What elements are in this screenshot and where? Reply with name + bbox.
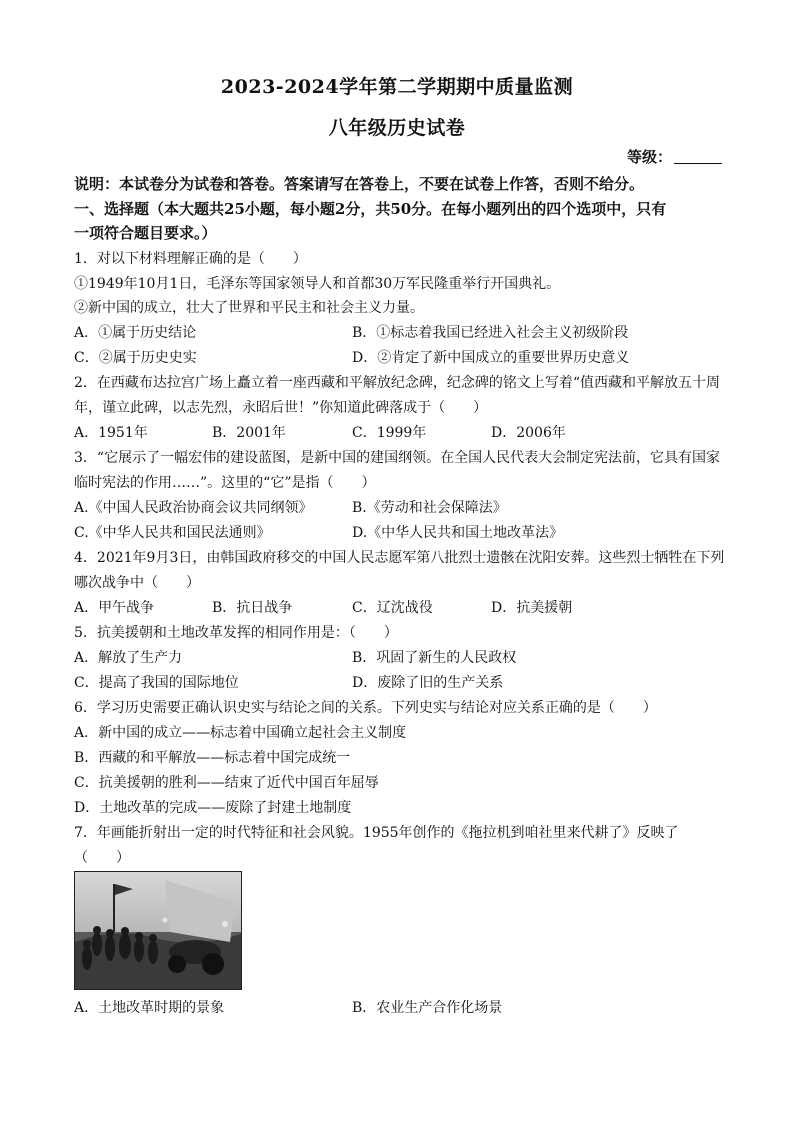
q5-option-d: D．废除了旧的生产关系 [352,675,504,691]
q3-option-a: A.《中国人民政治协商会议共同纲领》 [74,500,313,516]
q2-stem-line1: 2．在西藏布达拉宫广场上矗立着一座西藏和平解放纪念碑，纪念碑的铭文上写着“值西藏和平解放五十周 [74,375,721,391]
section1-heading: 一、选择题（本大题共25小题，每小题2分，共50分。在每小题列出的四个选项中，只有 [74,200,667,218]
section1-heading-cont: 一项符合题目要求。） [74,224,217,242]
grade-field [627,146,722,167]
q6-option-b: B．西藏的和平解放——标志着中国完成统一 [74,750,351,766]
exam-subtitle: 八年级历史试卷 [328,117,466,139]
q3-option-c: C.《中华人民共和国民法通则》 [74,525,271,541]
grade-blank [674,149,722,164]
new-year-painting-image [74,871,242,990]
tractor-painting-picture [75,872,241,989]
q4-stem-line2: 哪次战争中（ ） [74,575,200,591]
q1-stem: 1．对以下材料理解正确的是（ ） [74,251,307,267]
q1-option-a: A．①属于历史结论 [74,325,197,341]
q1-material-1: ①1949年10月1日，毛泽东等国家领导人和首都30万军民隆重举行开国典礼。 [74,276,561,292]
q2-stem-line2: 年，谨立此碑，以志先烈，永昭后世！”你知道此碑落成于（ ） [74,400,488,416]
q1-option-b: B．①标志着我国已经进入社会主义初级阶段 [352,325,629,341]
q4-option-c: C．辽沈战役 [352,600,433,616]
q6-option-d: D．土地改革的完成——废除了封建土地制度 [74,800,352,816]
q6-option-a: A．新中国的成立——标志着中国确立起社会主义制度 [74,725,407,741]
q5-option-a: A．解放了生产力 [74,650,183,666]
q5-option-c: C．提高了我国的国际地位 [74,675,239,691]
q7-stem-line2: （ ） [74,850,130,866]
q2-option-d: D．2006年 [491,425,566,441]
q3-stem-line1: 3．“它展示了一幅宏伟的建设蓝图，是新中国的建国纲领。在全国人民代表大会制定宪法前，它具有国家 [74,450,721,466]
q4-option-b: B．抗日战争 [212,600,293,616]
q4-option-a: A．甲午战争 [74,600,155,616]
q4-option-d: D．抗美援朝 [491,600,573,616]
q4-stem-line1: 4．2021年9月3日，由韩国政府移交的中国人民志愿军第八批烈士遗骸在沈阳安葬。这些烈士牺牲在下列 [74,550,725,566]
q7-stem-line1: 7．年画能折射出一定的时代特征和社会风貌。1955年创作的《拖拉机到咱社里来代耕了》反映了 [74,825,679,841]
q3-option-d: D.《中华人民共和国土地改革法》 [352,525,564,541]
q5-stem: 5．抗美援朝和土地改革发挥的相同作用是：（ ） [74,625,398,641]
q2-option-c: C．1999年 [352,425,427,441]
q1-option-d: D．②肯定了新中国成立的重要世界历史意义 [352,350,630,366]
q1-material-2: ②新中国的成立，壮大了世界和平民主和社会主义力量。 [74,300,424,316]
q6-option-c: C．抗美援朝的胜利——结束了近代中国百年屈辱 [74,775,379,791]
q2-option-b: B．2001年 [212,425,286,441]
exam-title: 2023-2024学年第二学期期中质量监测 [220,76,574,98]
q2-option-a: A．1951年 [74,425,148,441]
q3-stem-line2: 临时宪法的作用……”。这里的“它”是指（ ） [74,475,376,491]
q7-option-a: A．土地改革时期的景象 [74,1000,225,1016]
q7-option-b: B．农业生产合作化场景 [352,1000,503,1016]
grade-label: 等级： [627,148,673,166]
q3-option-b: B.《劳动和社会保障法》 [352,500,507,516]
q5-option-b: B．巩固了新生的人民政权 [352,650,517,666]
instructions: 说明：本试卷分为试卷和答卷。答案请写在答卷上，不要在试卷上作答，否则不给分。 [74,175,645,193]
q6-stem: 6．学习历史需要正确认识史实与结论之间的关系。下列史实与结论对应关系正确的是（ ） [74,700,657,716]
q1-option-c: C．②属于历史史实 [74,350,197,366]
